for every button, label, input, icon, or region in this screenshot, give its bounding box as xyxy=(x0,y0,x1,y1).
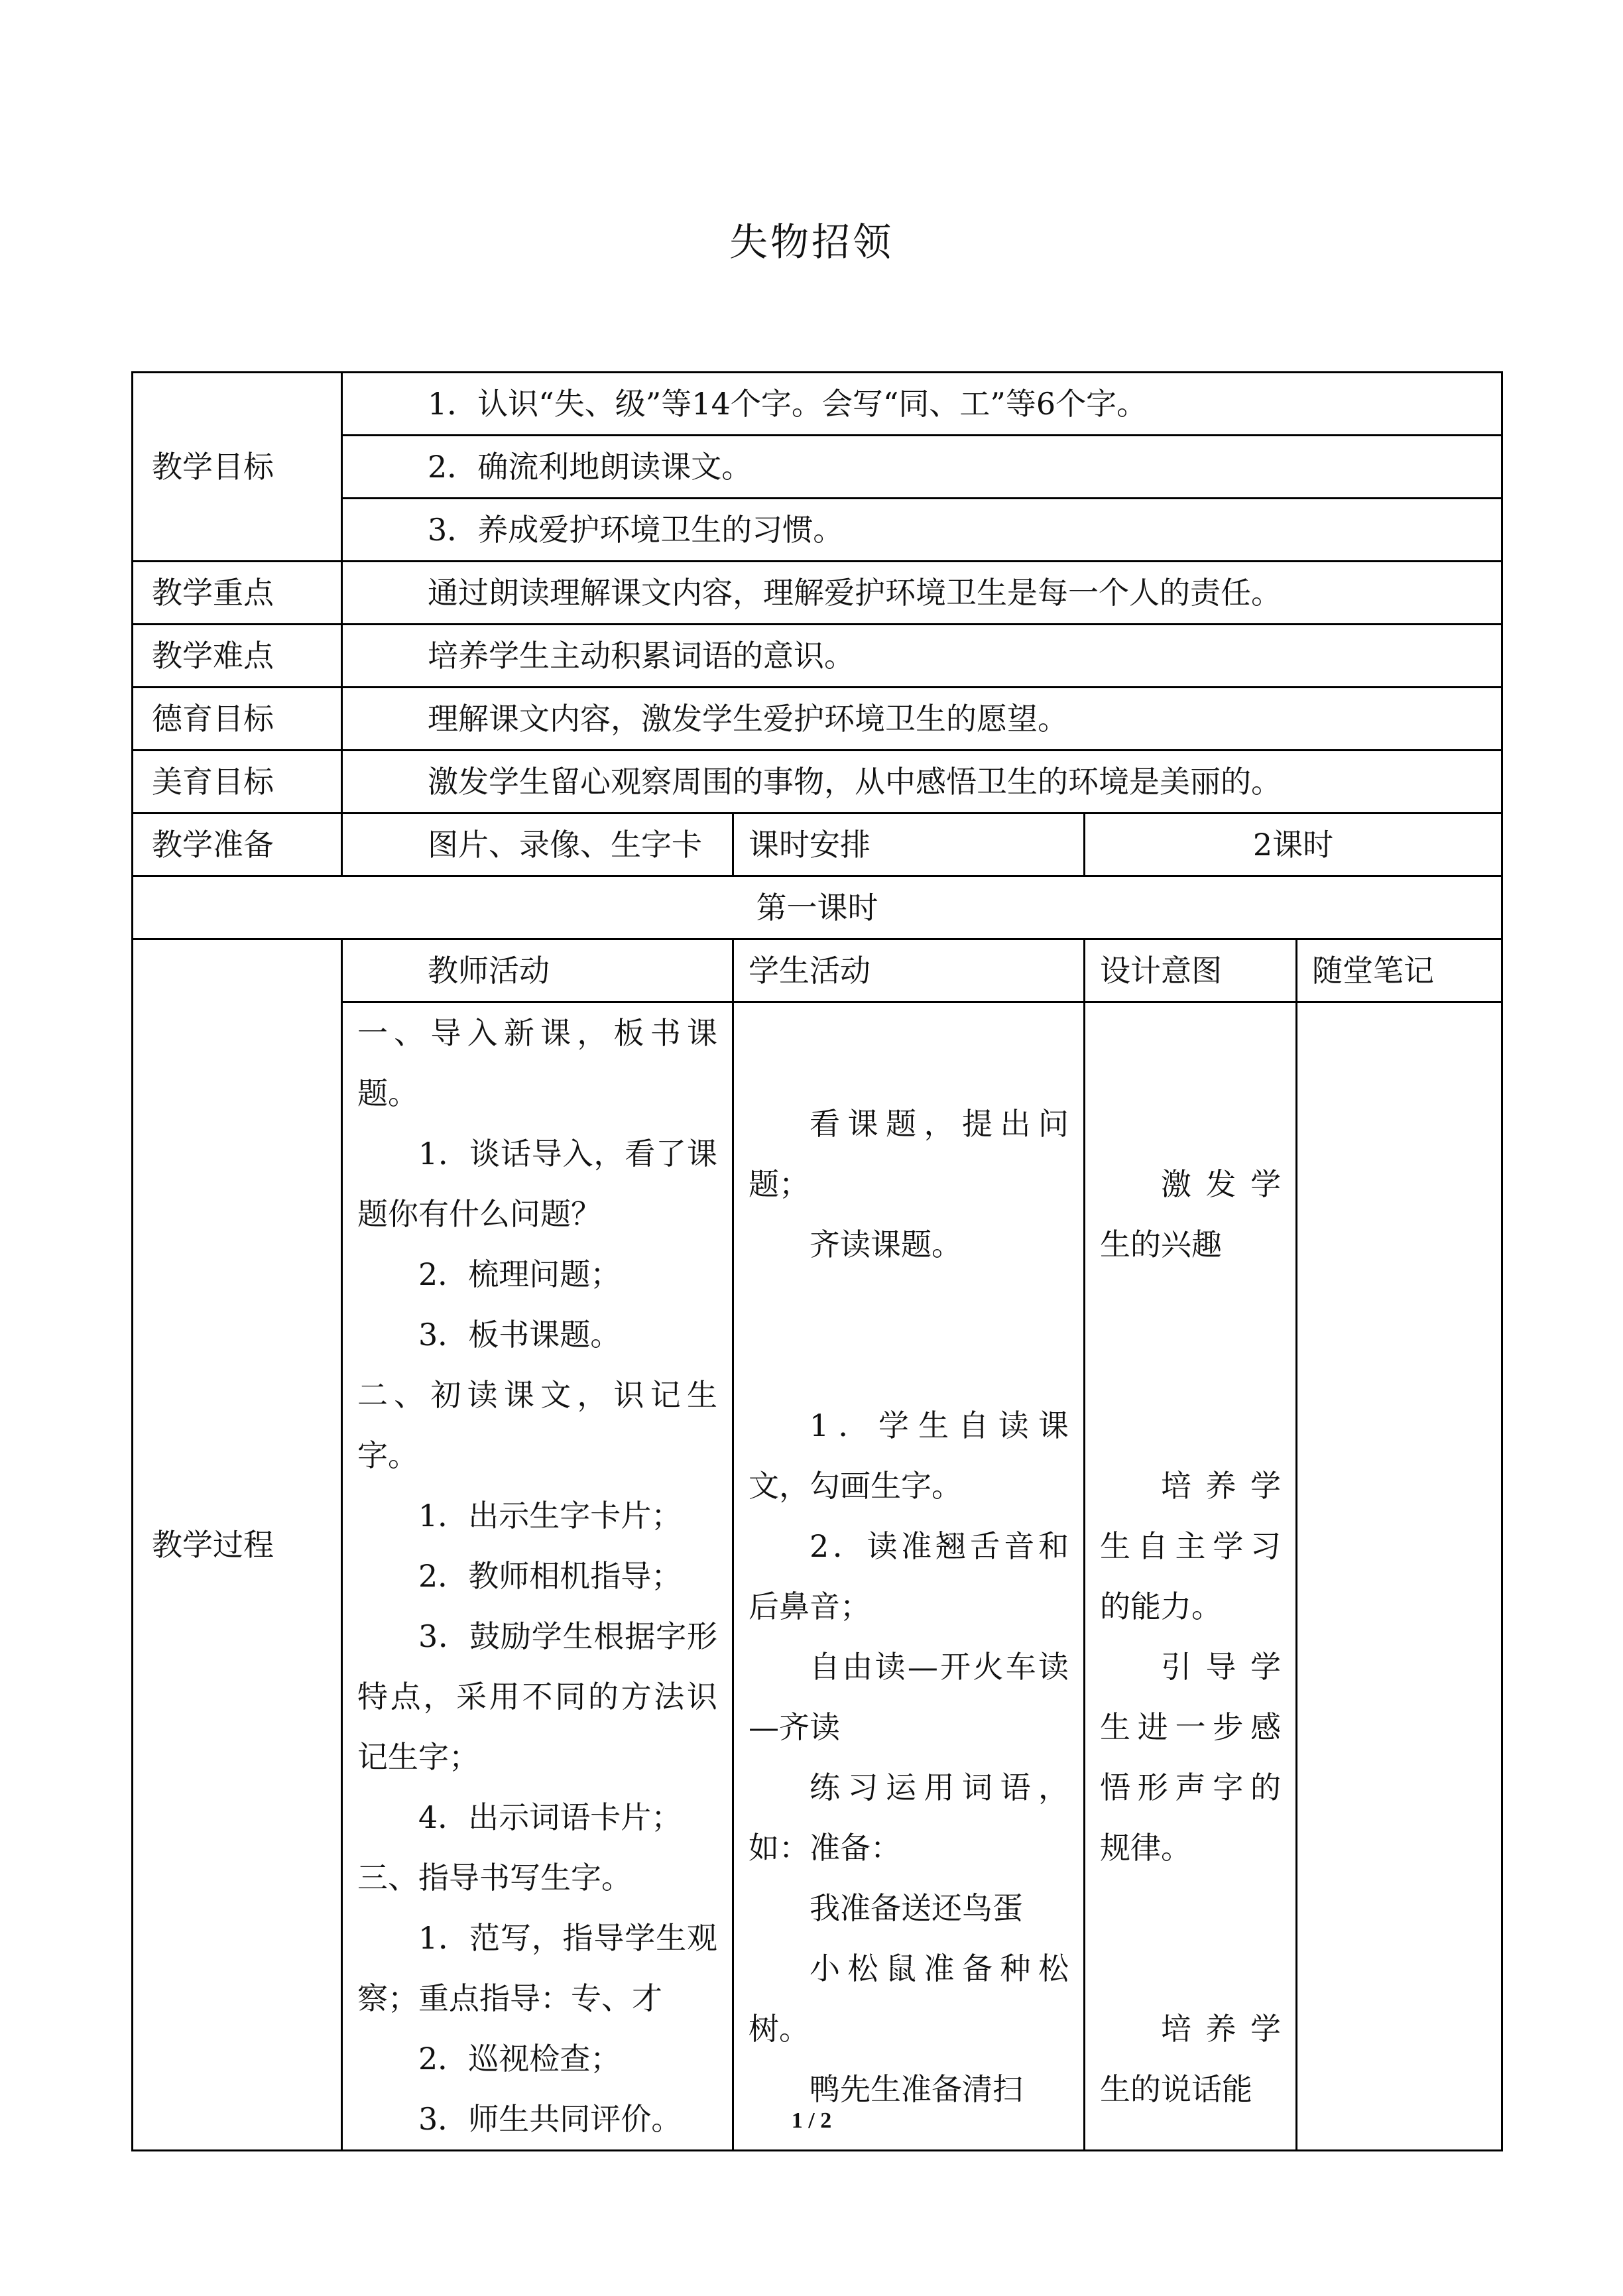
goal-label: 教学目标 xyxy=(133,373,342,562)
teacher-line: 3．板书课题。 xyxy=(418,1317,621,1353)
key-point-text: 通过朗读理解课文内容，理解爱护环境卫生是每一个人的责任。 xyxy=(342,562,1502,625)
teacher-line: 3．鼓励学生根据字形特点，采用不同的方法识记生字； xyxy=(357,1618,717,1775)
moral-goal-label: 德育目标 xyxy=(133,688,342,751)
teacher-line: 2．梳理问题； xyxy=(418,1256,621,1292)
teacher-line: 2．教师相机指导； xyxy=(418,1558,682,1594)
header-intent: 设计意图 xyxy=(1085,939,1297,1002)
preparation-label: 教学准备 xyxy=(133,814,342,876)
goal-item-3: 3．养成爱护环境卫生的习惯。 xyxy=(342,499,1502,562)
class-notes-column xyxy=(1297,1002,1502,2151)
teacher-activity-column xyxy=(342,1002,733,2151)
student-line: 看课题，提出问题； xyxy=(749,1105,1069,1202)
process-header-row xyxy=(133,939,1502,1002)
moral-goal-text: 理解课文内容，激发学生爱护环境卫生的愿望。 xyxy=(342,688,1502,751)
header-teacher: 教师活动 xyxy=(342,939,733,1002)
lesson-title-row xyxy=(133,876,1502,939)
teacher-line: 一、导入新课，板书课题。 xyxy=(357,1015,717,1111)
lesson-title: 第一课时 xyxy=(133,876,1502,939)
header-notes: 随堂笔记 xyxy=(1297,939,1502,1002)
student-activity-column xyxy=(733,1002,1085,2151)
process-label: 教学过程 xyxy=(133,939,342,2151)
goal-row-1 xyxy=(133,373,1502,436)
preparation-text: 图片、录像、生字卡 xyxy=(342,814,733,876)
preparation-row xyxy=(133,814,1502,876)
lesson-plan-table xyxy=(131,371,1503,2151)
schedule-text: 2课时 xyxy=(1085,814,1502,876)
student-line: 自由读—开火车读—齐读 xyxy=(749,1648,1069,1745)
student-line: 练习运用词语，如：准备： xyxy=(749,1769,1069,1866)
teacher-line: 1．出示生字卡片； xyxy=(418,1498,682,1534)
key-point-row xyxy=(133,562,1502,625)
page-title: 失物招领 xyxy=(729,219,894,265)
intent-line: 引导学生进一步感悟形声字的规律。 xyxy=(1100,1648,1281,1866)
teacher-line: 2．巡视检查； xyxy=(418,2041,621,2077)
difficulty-row xyxy=(133,625,1502,688)
aesthetic-goal-label: 美育目标 xyxy=(133,751,342,814)
design-intent-column xyxy=(1085,1002,1297,2151)
teacher-line: 1．范写，指导学生观察；重点指导：专、才 xyxy=(357,1920,717,2016)
student-line: 2．读准翘舌音和后鼻音； xyxy=(749,1528,1069,1624)
student-line: 鸭先生准备清扫 xyxy=(810,2071,1023,2107)
teacher-line: 1．谈话导入，看了课题你有什么问题？ xyxy=(357,1136,717,1232)
intent-line: 培养学生的说话能 xyxy=(1100,2010,1281,2107)
difficulty-text: 培养学生主动积累词语的意识。 xyxy=(342,625,1502,688)
key-point-label: 教学重点 xyxy=(133,562,342,625)
student-line: 1．学生自读课文，勾画生字。 xyxy=(749,1407,1069,1504)
aesthetic-goal-row xyxy=(133,751,1502,814)
student-line: 小松鼠准备种松树。 xyxy=(749,1950,1069,2047)
header-student: 学生活动 xyxy=(733,939,1085,1002)
difficulty-label: 教学难点 xyxy=(133,625,342,688)
moral-goal-row xyxy=(133,688,1502,751)
intent-line: 激发学生的兴趣 xyxy=(1100,1166,1281,1262)
student-line: 我准备送还鸟蛋 xyxy=(810,1890,1023,1926)
teacher-line: 二、初读课文，识记生字。 xyxy=(357,1377,717,1473)
aesthetic-goal-text: 激发学生留心观察周围的事物，从中感悟卫生的环境是美丽的。 xyxy=(342,751,1502,814)
teacher-line: 4．出示词语卡片； xyxy=(418,1799,682,1835)
teacher-line: 三、指导书写生字。 xyxy=(357,1860,632,1896)
teacher-line: 3．师生共同评价。 xyxy=(418,2101,682,2137)
intent-line: 培养学生自主学习的能力。 xyxy=(1100,1467,1281,1624)
schedule-label: 课时安排 xyxy=(733,814,1085,876)
goal-item-1: 1．认识“失、级”等14个字。会写“同、工”等6个字。 xyxy=(342,373,1502,436)
page-number: 1 / 2 xyxy=(791,2108,832,2133)
goal-item-2: 2．确流利地朗读课文。 xyxy=(342,436,1502,499)
student-line: 齐读课题。 xyxy=(810,1226,962,1262)
